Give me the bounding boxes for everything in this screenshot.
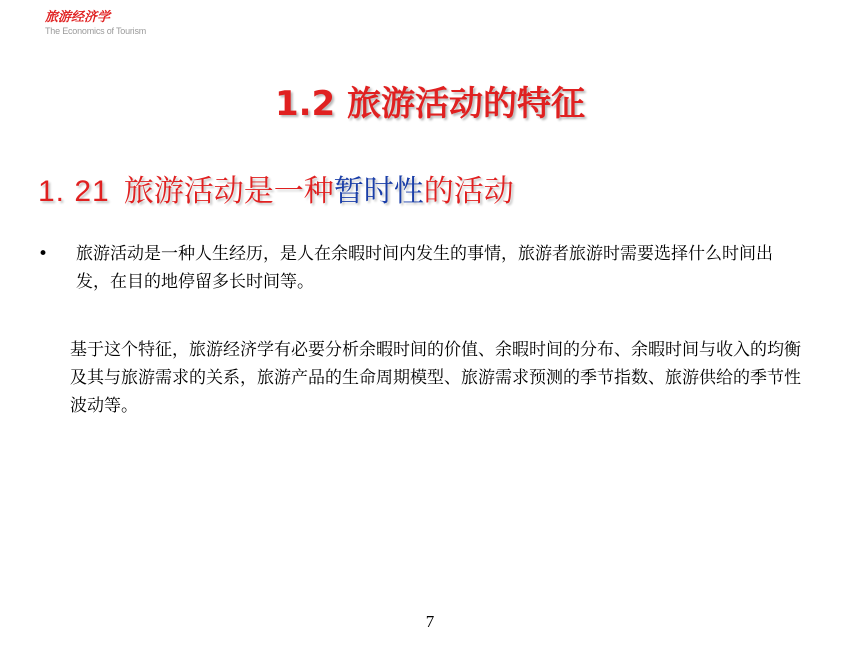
logo-title: 旅游经济学	[45, 10, 111, 25]
section-heading-text-before: 旅游活动是一种	[123, 174, 334, 209]
logo	[45, 10, 155, 37]
section-number: 1. 21	[38, 175, 110, 208]
body-paragraph: 基于这个特征，旅游经济学有必要分析余暇时间的价值、余暇时间的分布、余暇时间与收入的均衡及其与旅游需求的关系，旅游产品的生命周期模型、旅游需求预测的季节指数、旅游供给的季节性波动等。	[70, 340, 801, 416]
section-heading-highlight: 暂时性	[333, 174, 424, 209]
section-heading	[38, 170, 838, 214]
bullet-text: 旅游活动是一种人生经历，是人在余暇时间内发生的事情，旅游者旅游时需要选择什么时间出发，在目的地停留多长时间等。	[76, 244, 773, 292]
page-number: 7	[425, 612, 435, 631]
bullet-marker: •	[38, 244, 49, 264]
bullet-item	[38, 240, 808, 296]
section-heading-text-after: 的活动	[423, 174, 514, 209]
logo-subtitle: The Economics of Tourism	[45, 26, 147, 36]
slide-title: 1.2 旅游活动的特征	[274, 84, 586, 124]
